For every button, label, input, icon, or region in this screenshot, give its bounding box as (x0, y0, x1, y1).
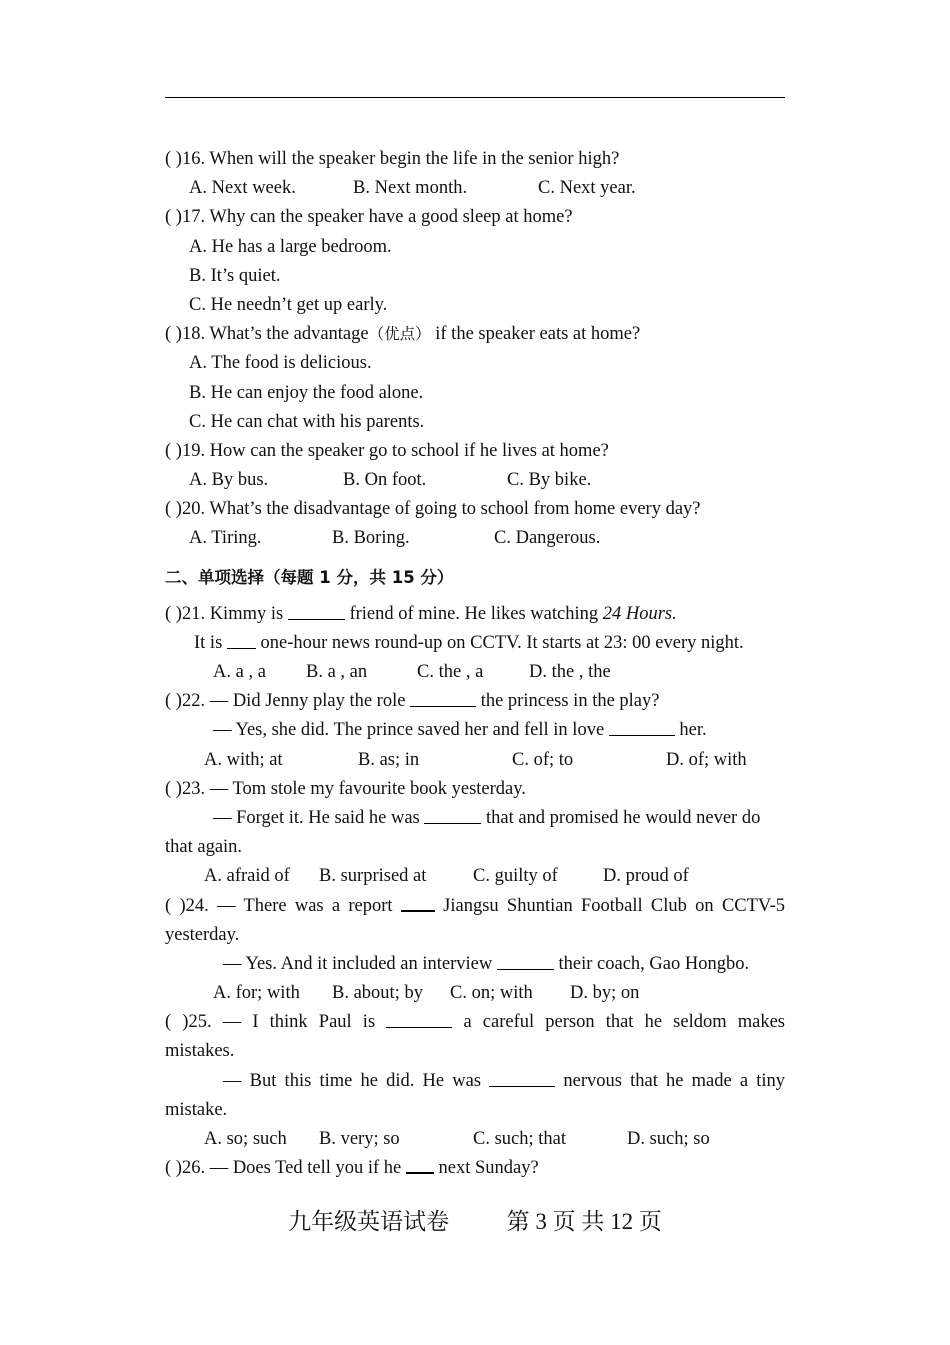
answer-blank (288, 603, 345, 620)
question-24-stem-cont: yesterday. (165, 924, 240, 945)
option-c: C. the , a (417, 662, 484, 682)
option-c: C. Next year. (538, 178, 636, 199)
option-c: C. He needn’t get up early. (189, 294, 388, 315)
question-25-reply-cont: mistake. (165, 1099, 228, 1120)
question-content (165, 145, 785, 1183)
option-d: D. of; with (666, 749, 747, 770)
option-c: C. Dangerous. (494, 528, 601, 549)
section-heading: 二、单项选择（每题 1 分，共 15 分） (165, 567, 454, 587)
option-b: B. surprised at (319, 866, 427, 887)
option-a: A. for; with (213, 983, 300, 1004)
header-rule (165, 97, 785, 98)
question-26-stem: ( )26. — Does Ted tell you if he (165, 1158, 402, 1179)
question-22-reply-end: her. (679, 720, 707, 741)
question-25-stem-cont: mistakes. (165, 1041, 235, 1062)
question-23-options (165, 862, 785, 891)
question-21-line-2-end: one-hour news round-up on CCTV. It starts at 23: 00 every night. (260, 632, 744, 653)
option-c: C. By bike. (507, 470, 592, 491)
question-22-options (165, 746, 785, 775)
option-c: C. He can chat with his parents. (189, 411, 425, 432)
question-19-options (165, 466, 785, 495)
question-26-stem-end: next Sunday? (438, 1158, 539, 1179)
question-21-stem: ( )21. Kimmy is (165, 603, 284, 624)
option-a: A. By bus. (189, 470, 269, 491)
question-24-reply (165, 950, 785, 979)
question-23: ( )23. — Tom stole my favourite book yesterday. (165, 778, 526, 799)
question-24-stem: ( )24. — There was a report (165, 895, 393, 916)
question-25-reply-start: — But this time he did. He was (223, 1070, 482, 1091)
option-d: D. such; so (627, 1129, 710, 1149)
question-25-reply (165, 1067, 785, 1096)
option-a: A. so; such (204, 1129, 287, 1149)
question-25-stem-end: a careful person that he seldom makes (463, 1012, 786, 1033)
question-18-stem-end: if the speaker eats at home? (430, 324, 641, 345)
question-24 (165, 892, 785, 921)
option-b: B. Next month. (353, 178, 468, 199)
question-18-stem: ( )18. What’s the advantage (165, 324, 369, 345)
answer-blank (410, 690, 476, 707)
question-19: ( )19. How can the speaker go to school if he lives at home? (165, 440, 609, 461)
question-23-reply-start: — Forget it. He said he was (213, 807, 420, 828)
option-a: A. afraid of (204, 866, 290, 887)
option-b: B. It’s quiet. (189, 265, 281, 286)
option-b: B. very; so (319, 1129, 400, 1149)
option-b: B. Boring. (332, 528, 410, 549)
question-18 (165, 320, 785, 349)
question-20: ( )20. What’s the disadvantage of going to school from home every day? (165, 499, 701, 520)
question-18-chinese-gloss: （优点） (368, 325, 431, 344)
question-25-stem: ( )25. — I think Paul is (165, 1012, 376, 1033)
answer-blank (406, 1156, 434, 1174)
answer-blank (401, 894, 435, 912)
option-b: B. about; by (332, 983, 423, 1004)
question-22-stem-end: the princess in the play? (480, 691, 660, 712)
question-21-options (165, 658, 785, 687)
option-a: A. The food is delicious. (189, 353, 372, 374)
question-24-reply-start: — Yes. And it included an interview (223, 953, 493, 974)
option-c: C. guilty of (473, 866, 558, 887)
option-a: A. a , a (213, 662, 266, 682)
answer-blank (424, 807, 481, 824)
option-a: A. with; at (204, 749, 283, 770)
option-d: D. the , the (529, 662, 611, 682)
question-21-line-2-start: It is (194, 632, 223, 653)
question-26 (165, 1154, 785, 1183)
option-b: B. a , an (306, 662, 368, 682)
question-23-reply-cont: that again. (165, 837, 243, 858)
question-17: ( )17. Why can the speaker have a good sleep at home? (165, 207, 573, 228)
option-a: A. Tiring. (189, 528, 262, 549)
question-22-reply (165, 716, 785, 745)
question-23-reply (165, 804, 785, 833)
option-b: B. as; in (358, 749, 420, 770)
question-24-reply-end: their coach, Gao Hongbo. (558, 953, 750, 974)
option-c: C. of; to (512, 749, 574, 770)
option-a: A. Next week. (189, 178, 296, 199)
question-22 (165, 687, 785, 716)
answer-blank (609, 719, 675, 736)
question-21 (165, 600, 785, 629)
answer-blank (227, 632, 256, 649)
page-footer: 九年级英语试卷 第 3 页 共 12 页 (288, 1209, 662, 1234)
answer-blank (489, 1070, 555, 1087)
option-a: A. He has a large bedroom. (189, 236, 392, 257)
question-16: ( )16. When will the speaker begin the life in the senior high? (165, 149, 620, 169)
question-25 (165, 1008, 785, 1037)
question-20-options (165, 524, 785, 553)
question-24-options (165, 979, 785, 1008)
question-21-stem-mid: friend of mine. He likes watching (349, 603, 599, 624)
option-c: C. such; that (473, 1129, 567, 1149)
program-title: 24 Hours. (602, 603, 677, 624)
question-24-stem-end: Jiangsu Shuntian Football Club on CCTV-5 (443, 895, 786, 916)
question-25-options (165, 1125, 785, 1154)
option-d: D. by; on (570, 983, 640, 1004)
question-22-reply-start: — Yes, she did. The prince saved her and fell in love (213, 720, 605, 741)
answer-blank (386, 1011, 452, 1028)
option-c: C. on; with (450, 983, 533, 1004)
question-16-options (165, 174, 785, 203)
question-25-reply-end: nervous that he made a tiny (563, 1070, 786, 1091)
option-d: D. proud of (603, 866, 689, 887)
question-21-line-2 (165, 629, 785, 658)
option-b: B. He can enjoy the food alone. (189, 382, 424, 403)
question-23-reply-end: that and promised he would never do (485, 807, 761, 828)
option-b: B. On foot. (343, 470, 427, 491)
answer-blank (497, 953, 554, 970)
question-22-stem: ( )22. — Did Jenny play the role (165, 691, 406, 712)
